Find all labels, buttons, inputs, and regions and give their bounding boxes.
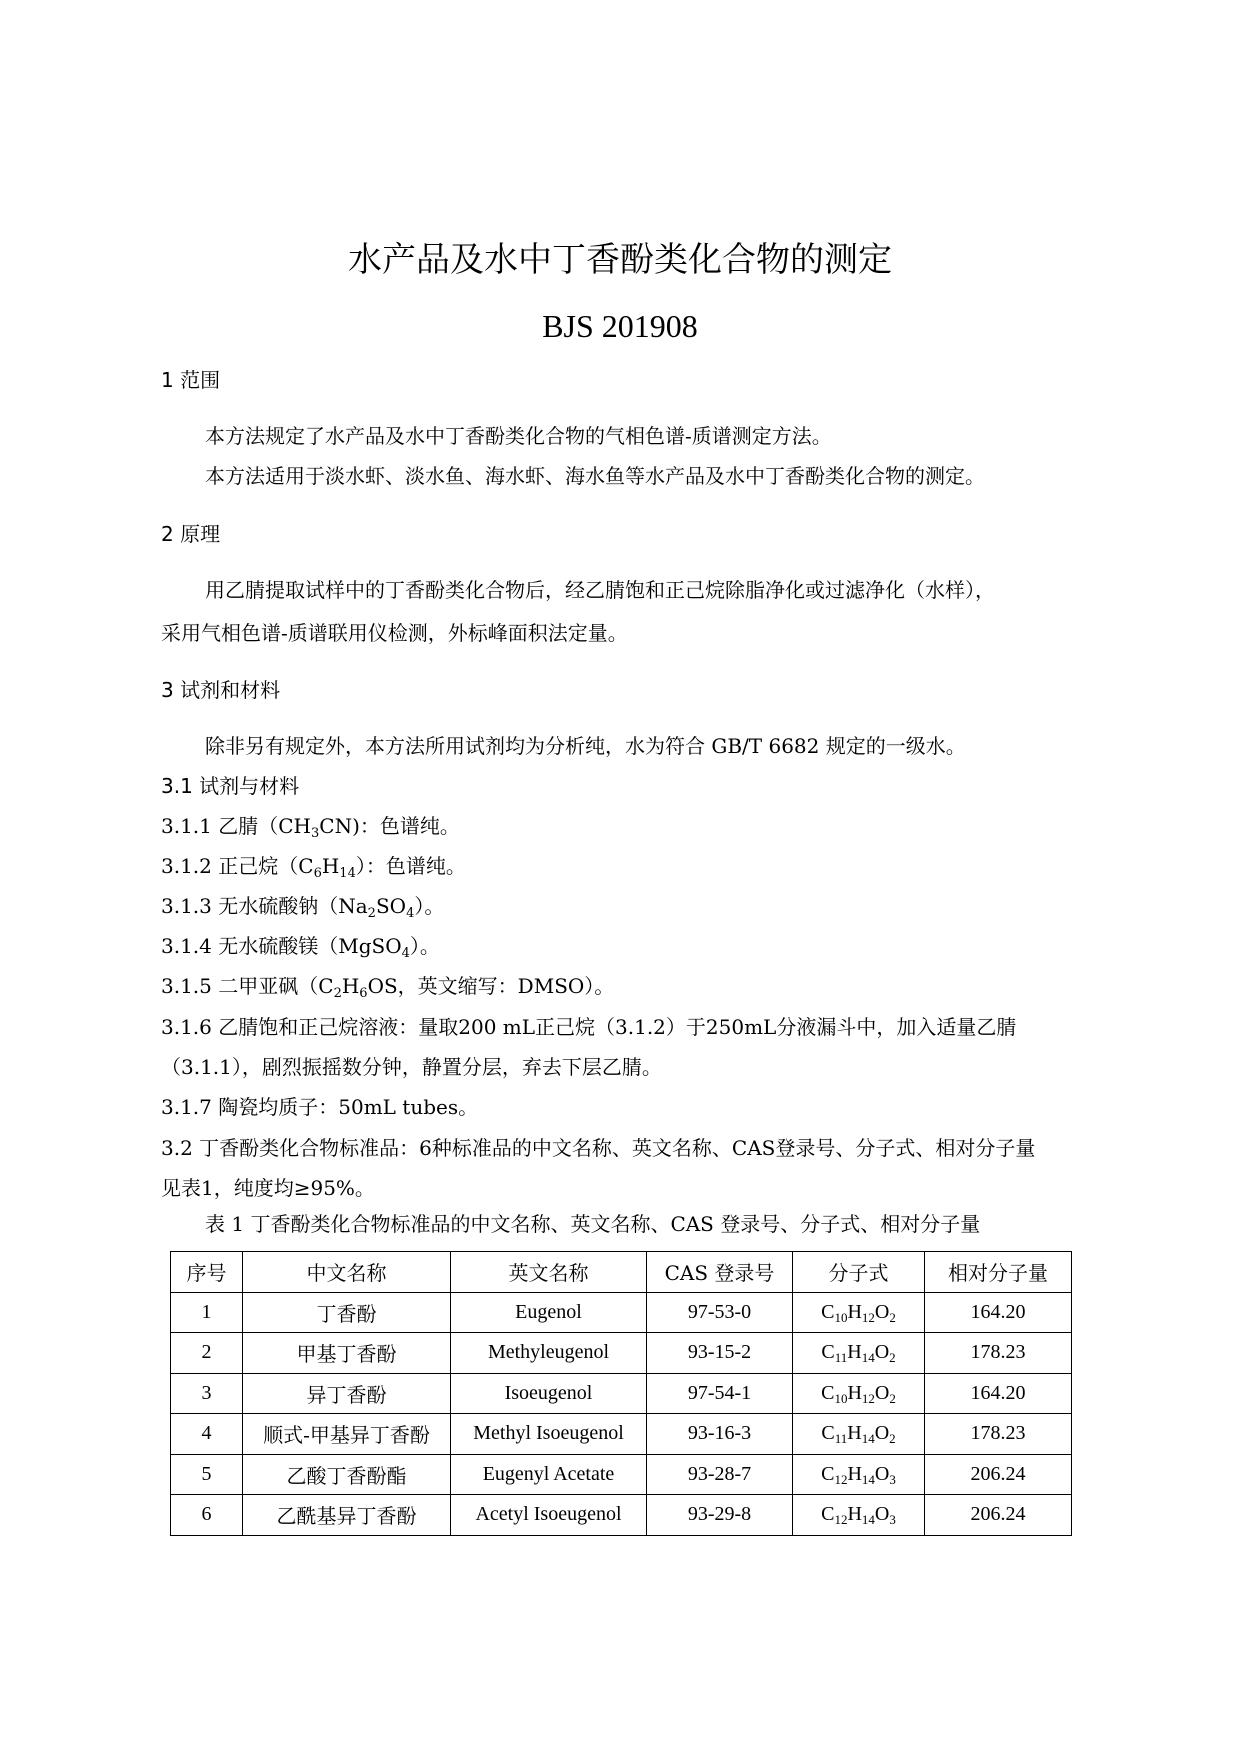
- table-row: [171, 1454, 1072, 1495]
- header-en-name: 英文名称: [451, 1252, 647, 1293]
- cell-en-name: Methyleugenol: [451, 1333, 647, 1374]
- standards-table: [170, 1251, 1072, 1536]
- formula-part: H: [847, 1300, 862, 1323]
- formula-sub: 2: [889, 1309, 896, 1325]
- formula-part: C: [821, 1300, 835, 1323]
- formula-sub: 14: [861, 1471, 875, 1487]
- item-3-1-3-end: ）。: [414, 894, 445, 918]
- item-3-1-5-mid: H: [341, 974, 360, 998]
- header-no: 序号: [171, 1252, 243, 1293]
- item-3-2-line-1: 3.2 丁香酚类化合物标准品：6种标准品的中文名称、英文名称、CAS登录号、分子式、相对分子量: [161, 1136, 1036, 1160]
- formula-part: H: [847, 1381, 862, 1404]
- item-3-1-5-sub-2: 6: [359, 986, 368, 1001]
- item-3-1-2-pre: 3.1.2 正己烷（C: [161, 854, 314, 878]
- item-3-1-6-line-1: 3.1.6 乙腈饱和正己烷溶液：量取200 mL正己烷（3.1.2）于250mL分液漏斗中，加入适量乙腈: [161, 1015, 1017, 1039]
- formula-part: H: [847, 1462, 862, 1485]
- cell-cn-name: 异丁香酚: [243, 1373, 451, 1414]
- item-3-1-1-pre: 3.1.1 乙腈（CH: [161, 814, 311, 838]
- item-3-1-1-post: CN)：色谱纯。: [319, 814, 460, 838]
- formula-part: C: [821, 1462, 835, 1485]
- table-row: [171, 1373, 1072, 1414]
- cell-no: 4: [171, 1414, 243, 1455]
- header-cn-name: 中文名称: [243, 1252, 451, 1293]
- item-3-1-5-post: OS，英文缩写：DMSO）。: [367, 974, 615, 998]
- formula-part: O: [874, 1422, 890, 1445]
- formula-sub: 3: [889, 1512, 896, 1528]
- item-3-1-5-pre: 3.1.5 二甲亚砜（C: [161, 974, 334, 998]
- formula-sub: 11: [834, 1350, 848, 1366]
- formula-part: O: [874, 1341, 890, 1364]
- table-row: [171, 1495, 1072, 1536]
- formula-part: C: [821, 1381, 835, 1404]
- header-mw: 相对分子量: [925, 1252, 1072, 1293]
- formula-sub: 2: [889, 1390, 896, 1406]
- document-title: 水产品及水中丁香酚类化合物的测定: [348, 240, 892, 280]
- item-3-2-line-2: 见表1，纯度均≥95%。: [161, 1176, 375, 1200]
- item-3-1-7: 3.1.7 陶瓷均质子：50mL tubes。: [161, 1095, 479, 1119]
- formula-sub: 12: [834, 1471, 848, 1487]
- formula-sub: 14: [861, 1512, 875, 1528]
- formula-sub: 12: [861, 1309, 875, 1325]
- item-3-1-2-sub-1: 6: [313, 866, 322, 881]
- cell-cas: 93-29-8: [647, 1495, 793, 1536]
- section-1-paragraph-2: 本方法适用于淡水虾、淡水鱼、海水虾、海水鱼等水产品及水中丁香酚类化合物的测定。: [205, 464, 985, 488]
- section-1-heading: 1 范围: [161, 368, 221, 392]
- table-row: [171, 1414, 1072, 1455]
- section-3-intro: 除非另有规定外，本方法所用试剂均为分析纯，水为符合 GB/T 6682 规定的一级水。: [205, 734, 966, 758]
- item-3-1-2: [161, 852, 1091, 880]
- cell-formula: [793, 1495, 925, 1536]
- item-3-1-2-post: ）：色谱纯。: [355, 854, 466, 878]
- cell-en-name: Eugenyl Acetate: [451, 1454, 647, 1495]
- formula-part: O: [874, 1503, 890, 1526]
- formula-sub: 10: [834, 1309, 848, 1325]
- item-3-1-3-pre: 3.1.3 无水硫酸钠（Na: [161, 894, 368, 918]
- formula-sub: 3: [889, 1471, 896, 1487]
- item-3-1-6-line-2: （3.1.1），剧烈振摇数分钟，静置分层，弃去下层乙腈。: [161, 1055, 662, 1079]
- formula-sub: 2: [889, 1350, 896, 1366]
- cell-formula: [793, 1454, 925, 1495]
- item-3-1-1-sub-1: 3: [311, 826, 320, 841]
- cell-cas: 93-28-7: [647, 1454, 793, 1495]
- cell-cn-name: 丁香酚: [243, 1292, 451, 1333]
- header-formula: 分子式: [793, 1252, 925, 1293]
- cell-en-name: Isoeugenol: [451, 1373, 647, 1414]
- formula-part: H: [847, 1422, 862, 1445]
- item-3-1-4-post: ）。: [409, 934, 440, 958]
- header-cas: CAS 登录号: [647, 1252, 793, 1293]
- cell-cn-name: 顺式-甲基异丁香酚: [243, 1414, 451, 1455]
- cell-en-name: Acetyl Isoeugenol: [451, 1495, 647, 1536]
- item-3-1-2-mid: H: [321, 854, 340, 878]
- formula-sub: 12: [861, 1390, 875, 1406]
- cell-mw: 164.20: [925, 1292, 1072, 1333]
- cell-formula: [793, 1333, 925, 1374]
- formula-part: C: [821, 1341, 835, 1364]
- section-2-heading: 2 原理: [161, 522, 221, 546]
- item-3-1-3-sub-2: 4: [406, 906, 415, 921]
- cell-mw: 178.23: [925, 1414, 1072, 1455]
- cell-en-name: Methyl Isoeugenol: [451, 1414, 647, 1455]
- formula-part: O: [874, 1381, 890, 1404]
- cell-cas: 97-53-0: [647, 1292, 793, 1333]
- item-3-1-3: [161, 892, 1091, 920]
- cell-cn-name: 乙酸丁香酚酯: [243, 1454, 451, 1495]
- cell-no: 6: [171, 1495, 243, 1536]
- table-caption: 表 1 丁香酚类化合物标准品的中文名称、英文名称、CAS 登录号、分子式、相对分子量: [205, 1212, 981, 1236]
- section-2-line-1: 用乙腈提取试样中的丁香酚类化合物后，经乙腈饱和正己烷除脂净化或过滤净化（水样），: [205, 578, 995, 602]
- section-3-heading: 3 试剂和材料: [161, 678, 281, 702]
- cell-formula: [793, 1292, 925, 1333]
- cell-cas: 93-16-3: [647, 1414, 793, 1455]
- formula-sub: 14: [861, 1431, 875, 1447]
- item-3-1-1: [161, 812, 1091, 840]
- item-3-1-5-sub-1: 2: [333, 986, 342, 1001]
- cell-mw: 206.24: [925, 1495, 1072, 1536]
- item-3-1-5: [161, 972, 1091, 1000]
- formula-sub: 2: [889, 1431, 896, 1447]
- cell-no: 2: [171, 1333, 243, 1374]
- formula-sub: 10: [834, 1390, 848, 1406]
- item-3-1-3-sub-1: 2: [367, 906, 376, 921]
- formula-part: C: [821, 1503, 835, 1526]
- cell-formula: [793, 1373, 925, 1414]
- item-3-1-2-sub-2: 14: [339, 866, 356, 881]
- formula-part: O: [874, 1300, 890, 1323]
- cell-mw: 164.20: [925, 1373, 1072, 1414]
- formula-sub: 12: [834, 1512, 848, 1528]
- cell-formula: [793, 1414, 925, 1455]
- cell-no: 5: [171, 1454, 243, 1495]
- item-3-1-4: [161, 932, 1091, 960]
- table-header-row: [171, 1252, 1072, 1293]
- formula-part: H: [847, 1341, 862, 1364]
- cell-mw: 178.23: [925, 1333, 1072, 1374]
- formula-sub: 11: [834, 1431, 848, 1447]
- cell-mw: 206.24: [925, 1454, 1072, 1495]
- formula-part: C: [821, 1422, 835, 1445]
- item-3-1-3-post: SO: [375, 894, 407, 918]
- cell-cn-name: 乙酰基异丁香酚: [243, 1495, 451, 1536]
- cell-cas: 97-54-1: [647, 1373, 793, 1414]
- table-row: [171, 1333, 1072, 1374]
- cell-cas: 93-15-2: [647, 1333, 793, 1374]
- section-1-paragraph-1: 本方法规定了水产品及水中丁香酚类化合物的气相色谱-质谱测定方法。: [205, 424, 832, 448]
- section-2-line-2: 采用气相色谱-质谱联用仪检测，外标峰面积法定量。: [161, 621, 628, 645]
- cell-en-name: Eugenol: [451, 1292, 647, 1333]
- standard-code: BJS 201908: [542, 308, 698, 344]
- cell-cn-name: 甲基丁香酚: [243, 1333, 451, 1374]
- table-row: [171, 1292, 1072, 1333]
- formula-sub: 14: [861, 1350, 875, 1366]
- item-3-1-4-pre: 3.1.4 无水硫酸镁（MgSO: [161, 934, 402, 958]
- formula-part: O: [874, 1462, 890, 1485]
- formula-part: H: [847, 1503, 862, 1526]
- section-3-1-heading: 3.1 试剂与材料: [161, 774, 300, 798]
- cell-no: 3: [171, 1373, 243, 1414]
- cell-no: 1: [171, 1292, 243, 1333]
- item-3-1-4-sub-1: 4: [401, 946, 410, 961]
